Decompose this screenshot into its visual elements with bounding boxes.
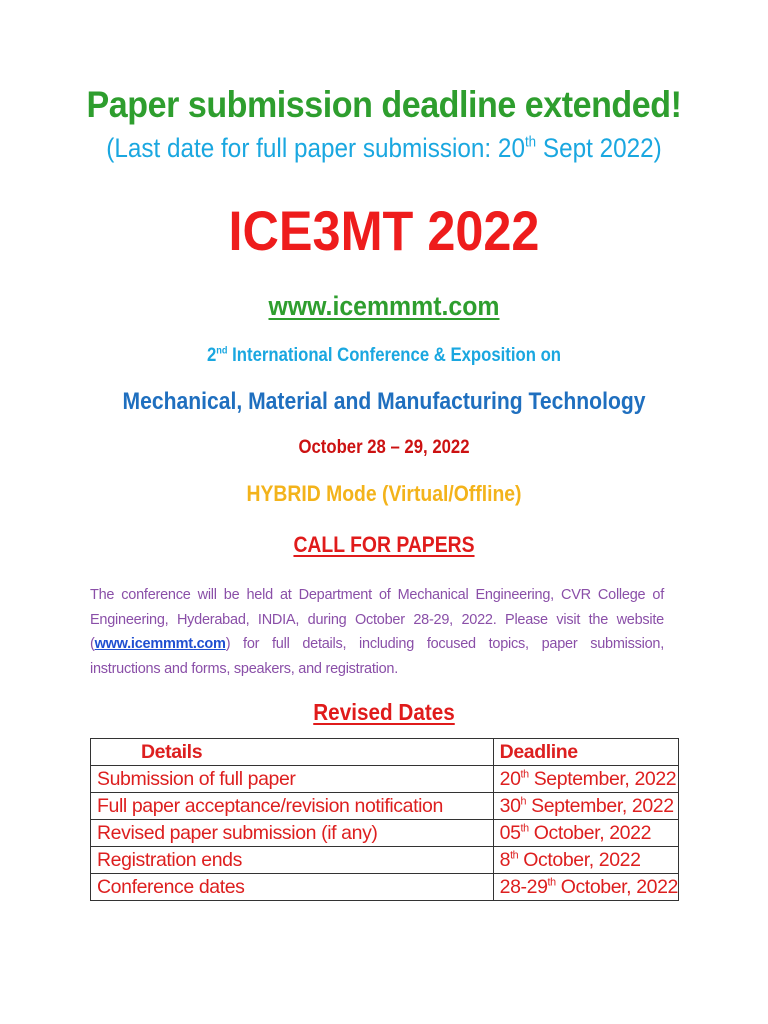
row-detail: Revised paper submission (if any) xyxy=(91,820,494,847)
table-header-row xyxy=(91,739,679,766)
website-line xyxy=(31,291,738,322)
table-row xyxy=(91,820,679,847)
row-detail: Registration ends xyxy=(91,847,494,874)
subline-suffix: Sept 2022) xyxy=(536,133,662,163)
table-row xyxy=(91,793,679,820)
table-row xyxy=(91,766,679,793)
deadline-month-year: October, 2022 xyxy=(555,875,678,898)
conference-subject: Mechanical, Material and Manufacturing Technology xyxy=(122,388,646,415)
header-deadline: Deadline xyxy=(493,739,678,766)
deadline-day: 05 xyxy=(499,821,521,844)
header-details: Details xyxy=(91,739,494,766)
edition-number: 2 xyxy=(206,345,217,366)
deadline-day-suffix: th xyxy=(510,849,519,861)
row-deadline xyxy=(493,766,678,793)
conference-mode: HYBRID Mode (Virtual/Offline) xyxy=(246,481,522,506)
deadline-month-year: September, 2022 xyxy=(526,794,674,817)
deadline-extended-headline: Paper submission deadline extended! xyxy=(86,84,682,125)
conference-dates: October 28 – 29, 2022 xyxy=(298,437,470,458)
row-deadline xyxy=(493,874,678,901)
deadline-day-suffix: h xyxy=(520,795,527,807)
edition-text: International Conference & Exposition on xyxy=(227,345,562,366)
revised-dates-text: Revised Dates xyxy=(313,699,455,725)
last-date-subline xyxy=(38,133,729,164)
description-after-link: ) for full details, including focused topics, paper submission, instructions and forms, speakers, and registration. xyxy=(90,636,664,677)
table-row xyxy=(91,847,679,874)
row-deadline xyxy=(493,793,678,820)
description-website-link[interactable]: www.icemmmt.com xyxy=(94,636,226,652)
description-before-link: The conference will be held at Department of Mechanical Engineering, CVR College of Engineering, Hyderabad, INDIA, during October 28-29, 2022. Please visit the website ( xyxy=(90,587,664,652)
row-detail: Submission of full paper xyxy=(91,766,494,793)
revised-dates-heading xyxy=(38,699,729,726)
row-deadline xyxy=(493,847,678,874)
subline-prefix: (Last date for full paper submission: 20 xyxy=(106,133,525,163)
row-detail: Full paper acceptance/revision notification xyxy=(91,793,494,820)
row-detail: Conference dates xyxy=(91,874,494,901)
deadline-day-suffix: th xyxy=(547,876,556,888)
deadline-month-year: October, 2022 xyxy=(518,848,641,871)
deadline-day: 30 xyxy=(499,794,521,817)
row-deadline xyxy=(493,820,678,847)
deadline-month-year: September, 2022 xyxy=(528,767,677,790)
deadline-day: 8 xyxy=(499,848,511,871)
deadline-day-suffix: th xyxy=(520,822,529,834)
deadline-month-year: October, 2022 xyxy=(528,821,652,844)
edition-sup: nd xyxy=(216,345,228,357)
deadline-day: 20 xyxy=(499,767,521,790)
call-for-papers-text: CALL FOR PAPERS xyxy=(293,532,475,557)
call-for-papers-heading xyxy=(46,532,722,558)
conference-title: ICE3MT 2022 xyxy=(228,199,540,262)
subline-sup: th xyxy=(524,134,537,151)
website-link[interactable]: www.icemmmt.com xyxy=(268,291,500,321)
deadline-day-suffix: th xyxy=(520,768,529,780)
revised-dates-table-body xyxy=(91,739,679,901)
conference-description xyxy=(90,583,664,681)
revised-dates-table xyxy=(90,738,679,901)
table-row xyxy=(91,874,679,901)
edition-line xyxy=(46,345,722,367)
deadline-day: 28-29 xyxy=(499,875,548,898)
